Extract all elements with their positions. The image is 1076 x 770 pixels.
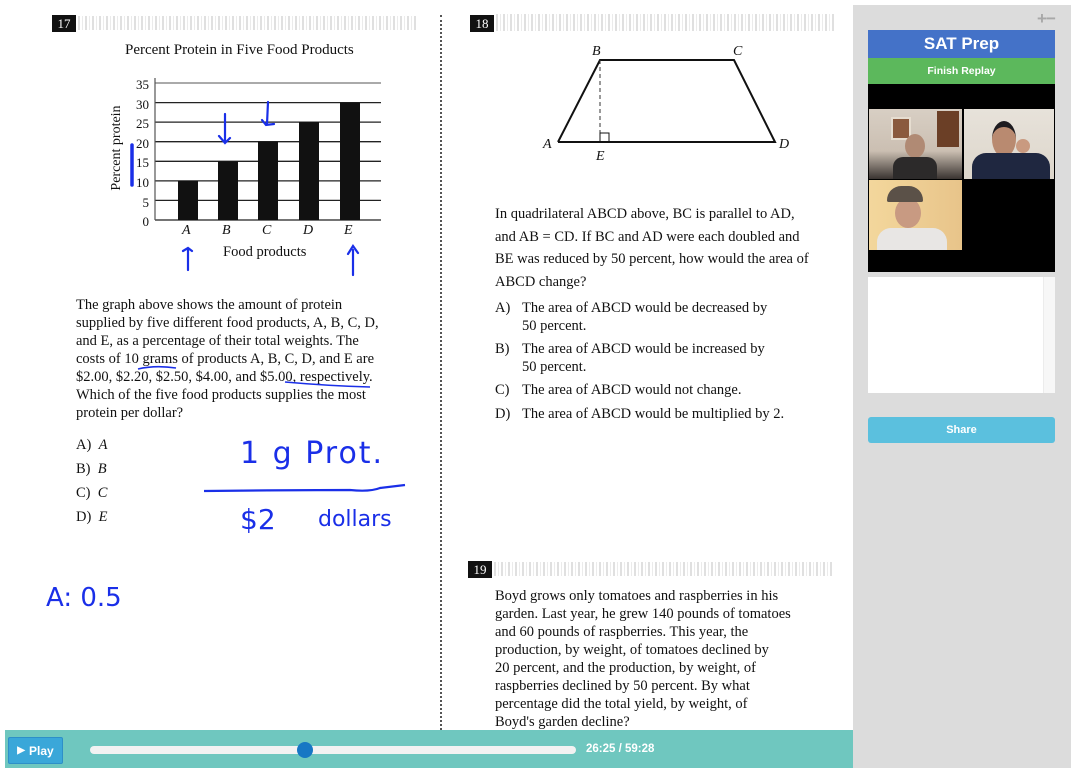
zoom-controls[interactable] bbox=[1037, 9, 1055, 29]
choice-letter: A) bbox=[495, 300, 511, 316]
y-tick: 35 bbox=[136, 77, 149, 92]
choice-letter: C) bbox=[495, 382, 510, 398]
text-line: $2.00, $2.20, $2.50, $4.00, and $5.00, respectively. bbox=[76, 369, 373, 385]
time-display: 26:25 / 59:28 bbox=[586, 743, 655, 755]
ink-numerator: 1 g Prot. bbox=[240, 436, 385, 471]
text-line: and E, as a percentage of their total weights. The bbox=[76, 333, 359, 349]
x-tick: A bbox=[182, 223, 191, 238]
shoulders bbox=[893, 157, 937, 179]
x-tick: D bbox=[303, 223, 314, 238]
column-divider bbox=[440, 15, 442, 730]
video-tile-participant-2 bbox=[964, 109, 1054, 179]
choice-text: 50 percent. bbox=[522, 318, 587, 334]
choice-text: The area of ABCD would not change. bbox=[522, 382, 742, 398]
text-line: Boyd grows only tomatoes and raspberries in his bbox=[495, 588, 779, 604]
choice-c[interactable] bbox=[495, 381, 784, 399]
face bbox=[905, 134, 925, 158]
plus-icon[interactable]: + bbox=[1037, 9, 1046, 28]
choice-letter: B) bbox=[495, 341, 510, 357]
choice-text: A bbox=[98, 437, 108, 453]
chart-title: Percent Protein in Five Food Products bbox=[125, 42, 354, 58]
text-line: and 60 pounds of raspberries. This year, the bbox=[495, 624, 749, 640]
y-tick: 25 bbox=[136, 116, 149, 132]
scan-noise bbox=[496, 14, 834, 31]
question-19-text bbox=[495, 587, 791, 731]
video-tile-participant-1 bbox=[869, 109, 962, 179]
ink-denominator-word: dollars bbox=[318, 507, 392, 532]
vertex-label-c: C bbox=[733, 44, 743, 59]
choice-letter: D) bbox=[76, 509, 92, 525]
x-axis-label: Food products bbox=[223, 244, 307, 260]
play-button[interactable] bbox=[8, 737, 63, 764]
play-triangle-icon: ▶ bbox=[17, 745, 25, 756]
vertex-label-a: A bbox=[543, 137, 552, 152]
x-tick: E bbox=[344, 223, 353, 238]
question-number-19: 19 bbox=[468, 561, 492, 578]
text-line: supplied by five different food products, A, B, C, D, bbox=[76, 315, 379, 331]
trapezoid-diagram bbox=[540, 40, 800, 160]
question-number-18: 18 bbox=[470, 15, 494, 32]
vertex-label-b: B bbox=[592, 44, 601, 59]
text-line: The graph above shows the amount of protein bbox=[76, 297, 343, 313]
question-number-17: 17 bbox=[52, 15, 76, 32]
choice-text: The area of ABCD would be decreased by bbox=[522, 300, 768, 316]
choice-letter: A) bbox=[76, 437, 92, 453]
vertex-label-d: D bbox=[779, 137, 790, 152]
choice-b[interactable] bbox=[495, 340, 784, 376]
question-18-choices bbox=[495, 299, 784, 423]
y-tick: 15 bbox=[136, 155, 149, 171]
play-label: Play bbox=[29, 743, 54, 758]
y-tick: 20 bbox=[136, 135, 149, 151]
choice-letter: C) bbox=[76, 485, 91, 501]
text-line: protein per dollar? bbox=[76, 405, 184, 421]
finish-replay-button[interactable]: Finish Replay bbox=[868, 58, 1055, 84]
seek-slider-thumb[interactable] bbox=[297, 742, 313, 758]
y-tick: 10 bbox=[136, 174, 149, 190]
video-grid bbox=[868, 84, 1055, 272]
choice-b[interactable] bbox=[76, 457, 107, 481]
text-line: raspberries declined by 50 percent. By what bbox=[495, 678, 750, 694]
scan-noise bbox=[494, 562, 834, 576]
ink-answer-note: A: 0.5 bbox=[46, 583, 122, 613]
shoulders bbox=[972, 153, 1050, 179]
minus-icon[interactable]: − bbox=[1045, 9, 1055, 28]
choice-d[interactable] bbox=[495, 405, 784, 423]
face bbox=[895, 198, 921, 228]
vertex-label-e: E bbox=[596, 149, 605, 164]
x-tick: B bbox=[222, 223, 231, 238]
choice-text: B bbox=[97, 461, 107, 477]
text-line: costs of 10 grams of products A, B, C, D, and E are bbox=[76, 351, 375, 367]
video-tile-participant-3 bbox=[869, 180, 962, 250]
cap bbox=[887, 186, 923, 202]
ink-underlines bbox=[130, 360, 400, 410]
choice-c[interactable] bbox=[76, 481, 107, 505]
choice-text: E bbox=[98, 509, 108, 525]
ink-fraction-bar bbox=[200, 478, 410, 498]
text-line: production, by weight, of tomatoes declined by bbox=[495, 642, 769, 658]
hand bbox=[1016, 139, 1030, 153]
session-title: SAT Prep bbox=[868, 30, 1055, 58]
choice-a[interactable] bbox=[495, 299, 784, 335]
face bbox=[992, 121, 1016, 157]
y-tick: 30 bbox=[136, 96, 149, 112]
scan-noise bbox=[78, 16, 416, 30]
cabinet bbox=[937, 111, 959, 147]
ink-denominator-symbol: $2 bbox=[240, 503, 276, 536]
y-tick: 5 bbox=[142, 194, 149, 210]
choice-text: C bbox=[97, 485, 108, 501]
text-line: In quadrilateral ABCD above, BC is parallel to AD, bbox=[495, 206, 795, 222]
y-tick: 0 bbox=[142, 214, 149, 230]
choice-text: 50 percent. bbox=[522, 359, 587, 375]
x-tick: C bbox=[262, 223, 272, 238]
text-line: Which of the five food products supplies the most bbox=[76, 387, 366, 403]
choice-letter: B) bbox=[76, 461, 91, 477]
text-line: 20 percent, and the production, by weight, of bbox=[495, 660, 756, 676]
chat-panel[interactable] bbox=[868, 277, 1054, 393]
text-line: garden. Last year, he grew 140 pounds of tomatoes bbox=[495, 606, 791, 622]
share-button[interactable]: Share bbox=[868, 417, 1055, 443]
choice-text: The area of ABCD would be multiplied by 2. bbox=[522, 406, 785, 422]
ink-arrows bbox=[100, 90, 380, 290]
choice-d[interactable] bbox=[76, 505, 107, 529]
choice-a[interactable] bbox=[76, 433, 107, 457]
question-18-text bbox=[495, 203, 809, 293]
seek-slider-track[interactable] bbox=[90, 746, 576, 754]
choice-letter: D) bbox=[495, 406, 511, 422]
question-17-choices bbox=[76, 433, 107, 529]
choice-text: The area of ABCD would be increased by bbox=[522, 341, 765, 357]
text-line: percentage did the total yield, by weight, of bbox=[495, 696, 748, 712]
y-axis-label: Percent protein bbox=[109, 105, 124, 191]
text-line: BE was reduced by 50 percent, how would the area of bbox=[495, 251, 809, 267]
text-line: ABCD change? bbox=[495, 273, 587, 290]
shoulders bbox=[877, 228, 947, 250]
chat-scrollbar[interactable] bbox=[1043, 277, 1055, 393]
text-line: Boyd's garden decline? bbox=[495, 714, 630, 730]
text-line: and AB = CD. If BC and AD were each doubled and bbox=[495, 228, 800, 245]
